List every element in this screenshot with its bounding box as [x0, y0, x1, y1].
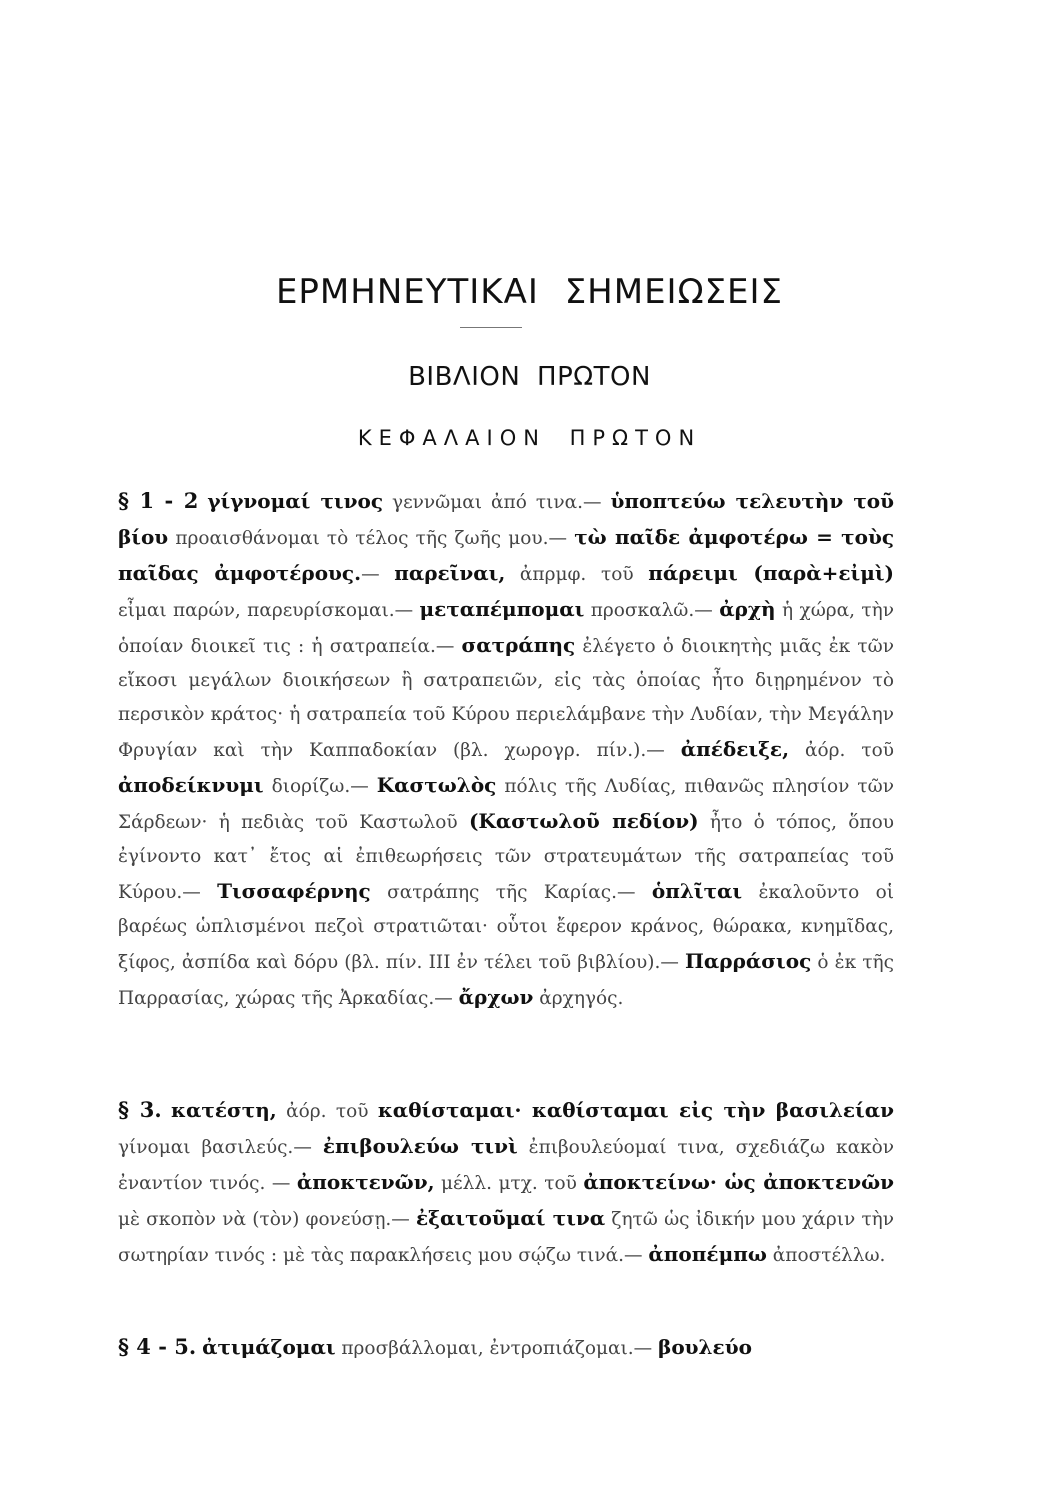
gloss: ὁ ἐκ τῆς Παρρασίας, χώρας τῆς Ἀρκαδίας.— — [118, 952, 894, 1009]
lemma: βουλεύο — [658, 1335, 752, 1359]
lemma: καθίσταμαι· καθίσταμαι εἰς τὴν βασιλείαν — [377, 1098, 895, 1122]
gloss: ἐκαλοῦντο οἱ βαρέως ὡπλισμένοι πεζοὶ στρατιῶται· οὗτοι ἔφερον κράνος, θώρακα, κνημῖδας, ξίφος, ἀσπίδα καὶ δόρυ (βλ. πίν. III ἐν τέλει τοῦ βιβλίου).— — [118, 882, 894, 973]
lemma: ἀποκτενῶν, — [296, 1170, 435, 1194]
gloss: μέλλ. μτχ. τοῦ — [434, 1173, 584, 1194]
gloss: μὲ σκοπὸν νὰ (τὸν) φονεύσῃ.— — [118, 1209, 417, 1230]
section-number: § 4 - 5. — [118, 1334, 197, 1359]
gloss: σατράπης τῆς Καρίας.— — [370, 882, 652, 903]
gloss: πόλις τῆς Λυδίας, πιθανῶς πλησίον τῶν Σάρδεων· ἡ πεδιὰς τοῦ Καστωλοῦ — [118, 776, 894, 833]
gloss: — — [361, 564, 395, 585]
gloss: ἀποστέλλω. — [766, 1245, 886, 1266]
lemma: Τισσαφέρνης — [217, 879, 371, 903]
gloss: γίνομαι βασιλεύς.— — [118, 1137, 323, 1158]
lemma: ἀποκτείνω· ὡς ἀποκτενῶν — [583, 1170, 894, 1194]
gloss: ἡ χώρα, τὴν ὁποίαν διοικεῖ τις : ἡ σατραπεία.— — [118, 600, 894, 657]
gloss: διορίζω.— — [263, 776, 377, 797]
lemma: Καστωλὸς — [376, 773, 497, 797]
section-paragraph — [118, 1093, 894, 1273]
gloss: προσκαλῶ.— — [584, 600, 720, 621]
lemma: γίγνομαί τινος — [207, 489, 383, 513]
gloss: ἐπιβουλεύομαί τινα, σχεδιάζω κακὸν ἐναντίον τινός. — — [118, 1137, 895, 1194]
gloss: ἀόρ. τοῦ — [789, 740, 894, 761]
lemma: κατέστη, — [171, 1098, 277, 1122]
lemma: ὁπλῖται — [651, 879, 743, 903]
gloss: προσβάλλομαι, ἐντροπιάζομαι.— — [335, 1338, 659, 1359]
lemma: τὼ παῖδε ἀμφοτέρω = τοὺς παῖδας ἀμφοτέρους. — [118, 525, 895, 585]
lemma: ἀποδείκνυμι — [118, 773, 264, 797]
lemma: ἀπέδειξε, — [680, 737, 790, 761]
section-body — [118, 489, 895, 1009]
section-number: § 1 - 2 — [118, 488, 199, 513]
gloss: γεννῶμαι ἀπό τινα.— — [383, 492, 611, 513]
chapter-heading: ΚΕΦΑΛΑΙΟΝ ΠΡΩΤΟΝ — [357, 426, 702, 450]
gloss: ἀόρ. τοῦ — [276, 1101, 378, 1122]
lemma: σατράπης — [461, 633, 576, 657]
lemma: ἐπιβουλεύω τινὶ — [322, 1134, 518, 1158]
gloss: ἐλέγετο ὁ διοικητὴς μιᾶς ἐκ τῶν εἴκοσι μεγάλων διοικήσεων ἢ σατραπειῶν, εἰς τὰς ὁποίας ἦτο διῃρημένον τὸ περσικὸν κράτος· ἡ σατραπεία τοῦ Κύρου περιελάμβανε τὴν Λυδίαν, τὴν Μεγάλην Φρυγίαν καὶ τὴν Καππαδοκίαν (βλ. χωρογρ. πίν.).— — [118, 636, 894, 761]
gloss: ἦτο ὁ τόπος, ὅπου ἐγίνοντο κατ᾿ ἔτος αἱ ἐπιθεωρήσεις τῶν στρατευμάτων τῆς σατραπείας τοῦ Κύρου.— — [118, 812, 894, 903]
section-paragraph — [118, 484, 894, 1016]
book-heading: ΒΙΒΛΙΟΝ ΠΡΩΤΟΝ — [408, 362, 651, 392]
gloss: εἶμαι παρών, παρευρίσκομαι.— — [118, 600, 420, 621]
lemma: ὑποπτεύω τελευτὴν τοῦ βίου — [118, 489, 894, 549]
lemma: πάρειμι (παρὰ+εἰμὶ) — [648, 561, 894, 585]
lemma: ἀτιμάζομαι — [202, 1335, 336, 1359]
section-body — [118, 1098, 895, 1266]
lemma: Παρράσιος — [685, 949, 812, 973]
section-paragraph — [118, 1330, 894, 1366]
gloss: ἀρχηγός. — [533, 988, 624, 1009]
lemma: παρεῖναι, — [394, 561, 506, 585]
section-number: § 3. — [118, 1097, 162, 1122]
lemma: ἐξαιτοῦμαί τινα — [416, 1206, 606, 1230]
lemma: ἀρχὴ — [719, 597, 776, 621]
gloss: ζητῶ ὡς ἰδικήν μου χάριν τὴν σωτηρίαν τινός : μὲ τὰς παρακλήσεις μου σῴζω τινά.— — [118, 1209, 895, 1266]
gloss: ἀπρμφ. τοῦ — [505, 564, 649, 585]
section-body — [202, 1335, 752, 1359]
page-title: ΕΡΜΗΝΕΥΤΙΚΑΙ ΣΗΜΕΙΩΣΕΙΣ — [275, 272, 784, 312]
lemma: (Καστωλοῦ πεδίον) — [468, 809, 699, 833]
lemma: ἀποπέμπω — [648, 1242, 767, 1266]
title-divider — [460, 327, 522, 328]
lemma: μεταπέμπομαι — [419, 597, 585, 621]
lemma: ἄρχων — [458, 985, 534, 1009]
gloss: προαισθάνομαι τὸ τέλος τῆς ζωῆς μου.— — [168, 528, 575, 549]
